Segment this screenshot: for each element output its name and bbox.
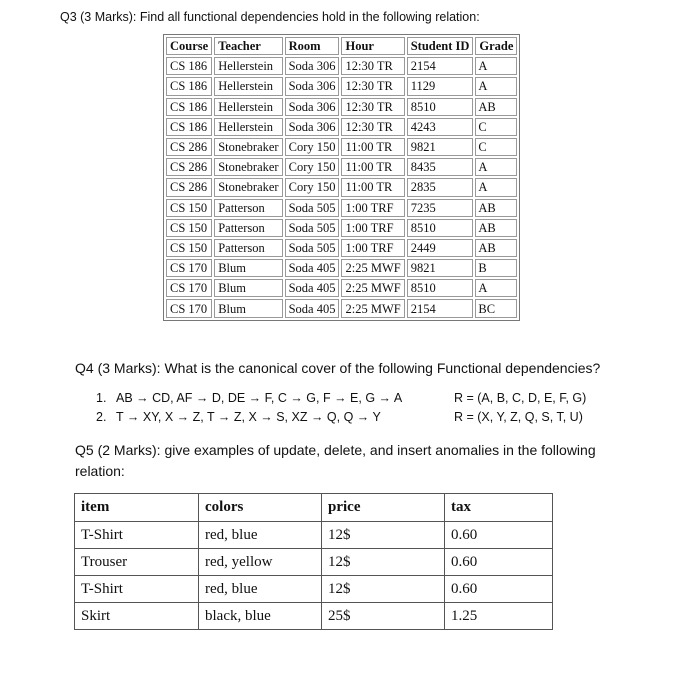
- table-header-row: [166, 37, 517, 55]
- table-cell: Soda 505: [285, 219, 340, 237]
- table-cell: AB: [475, 219, 517, 237]
- table-cell: AB: [475, 239, 517, 257]
- table-cell: CS 150: [166, 239, 212, 257]
- table-cell: 8510: [407, 219, 474, 237]
- table-cell: 11:00 TR: [341, 158, 404, 176]
- table-row: [166, 219, 517, 237]
- fd-list-1: [96, 391, 402, 405]
- table-cell: 12:30 TR: [341, 77, 404, 95]
- table-row: [166, 259, 517, 277]
- table-cell: CS 186: [166, 77, 212, 95]
- q5-title: Q5 (2 Marks): give examples of update, delete, and insert anomalies in the following: [75, 442, 596, 458]
- list-number: 2.: [96, 410, 107, 424]
- table-cell: 12:30 TR: [341, 98, 404, 116]
- table-cell: 25$: [322, 603, 445, 630]
- table-cell: Cory 150: [285, 138, 340, 156]
- table-row: [166, 57, 517, 75]
- table-cell: Soda 505: [285, 199, 340, 217]
- table-cell: Patterson: [214, 219, 282, 237]
- table-cell: 2449: [407, 239, 474, 257]
- fd-text: AB → CD, AF → D, DE → F, C → G, F → E, G → A: [116, 391, 403, 405]
- column-header: Grade: [475, 37, 517, 55]
- table-cell: 7235: [407, 199, 474, 217]
- table-cell: Skirt: [75, 603, 199, 630]
- table-row: [166, 299, 517, 317]
- table-cell: B: [475, 259, 517, 277]
- table-cell: Hellerstein: [214, 77, 282, 95]
- column-header: Teacher: [214, 37, 282, 55]
- table-cell: AB: [475, 199, 517, 217]
- table-cell: Hellerstein: [214, 98, 282, 116]
- table-cell: Hellerstein: [214, 118, 282, 136]
- table-cell: Patterson: [214, 239, 282, 257]
- table-cell: CS 186: [166, 118, 212, 136]
- table-cell: 8510: [407, 279, 474, 297]
- table-cell: 12:30 TR: [341, 57, 404, 75]
- column-header: tax: [445, 494, 553, 522]
- table-cell: red, blue: [199, 522, 322, 549]
- relation-schema-2: R = (X, Y, Z, Q, S, T, U): [454, 410, 583, 424]
- table-cell: Soda 306: [285, 77, 340, 95]
- table-cell: 9821: [407, 259, 474, 277]
- table-cell: Soda 405: [285, 299, 340, 317]
- table-cell: 2154: [407, 57, 474, 75]
- table-cell: 1:00 TRF: [341, 239, 404, 257]
- table-cell: A: [475, 279, 517, 297]
- table-cell: 1:00 TRF: [341, 199, 404, 217]
- column-header: Room: [285, 37, 340, 55]
- table-cell: Stonebraker: [214, 178, 282, 196]
- table-row: [166, 178, 517, 196]
- table-cell: A: [475, 158, 517, 176]
- table-cell: CS 286: [166, 138, 212, 156]
- table-cell: Blum: [214, 259, 282, 277]
- table-row: [75, 549, 553, 576]
- table-cell: CS 170: [166, 259, 212, 277]
- q4-title: Q4 (3 Marks): What is the canonical cover of the following Functional dependencies?: [75, 360, 601, 376]
- column-header: Hour: [341, 37, 404, 55]
- table-cell: BC: [475, 299, 517, 317]
- table-cell: A: [475, 178, 517, 196]
- column-header: price: [322, 494, 445, 522]
- table-cell: Blum: [214, 299, 282, 317]
- table-cell: CS 150: [166, 199, 212, 217]
- column-header: item: [75, 494, 199, 522]
- table-cell: 2835: [407, 178, 474, 196]
- relation-schema-1: R = (A, B, C, D, E, F, G): [454, 391, 587, 405]
- table-cell: C: [475, 118, 517, 136]
- table-row: [75, 603, 553, 630]
- table-row: [75, 522, 553, 549]
- table-cell: Cory 150: [285, 158, 340, 176]
- table-cell: A: [475, 57, 517, 75]
- table-cell: 0.60: [445, 522, 553, 549]
- table-cell: 8510: [407, 98, 474, 116]
- fd-text: T → XY, X → Z, T → Z, X → S, XZ → Q, Q → Y: [116, 410, 381, 424]
- table-row: [166, 199, 517, 217]
- table-cell: Stonebraker: [214, 158, 282, 176]
- table-cell: 0.60: [445, 549, 553, 576]
- list-number: 1.: [96, 391, 107, 405]
- table-cell: Soda 405: [285, 259, 340, 277]
- table-cell: CS 286: [166, 178, 212, 196]
- table-cell: 1:00 TRF: [341, 219, 404, 237]
- table-cell: 0.60: [445, 576, 553, 603]
- table-cell: Soda 505: [285, 239, 340, 257]
- q5-title-continued: relation:: [75, 463, 125, 479]
- table-cell: 12$: [322, 522, 445, 549]
- table-cell: Soda 405: [285, 279, 340, 297]
- table-cell: 12$: [322, 576, 445, 603]
- table-cell: T-Shirt: [75, 576, 199, 603]
- table-cell: 2:25 MWF: [341, 299, 404, 317]
- table-cell: Cory 150: [285, 178, 340, 196]
- table-cell: black, blue: [199, 603, 322, 630]
- table-cell: CS 170: [166, 279, 212, 297]
- table-header-row: [75, 494, 553, 522]
- table-cell: red, blue: [199, 576, 322, 603]
- table-cell: Hellerstein: [214, 57, 282, 75]
- table-cell: T-Shirt: [75, 522, 199, 549]
- table-cell: CS 150: [166, 219, 212, 237]
- table-cell: CS 286: [166, 158, 212, 176]
- table-cell: red, yellow: [199, 549, 322, 576]
- table-row: [166, 239, 517, 257]
- table-cell: Trouser: [75, 549, 199, 576]
- table-cell: 2:25 MWF: [341, 279, 404, 297]
- table-row: [166, 98, 517, 116]
- table-cell: Soda 306: [285, 118, 340, 136]
- table-row: [166, 158, 517, 176]
- table-cell: 2:25 MWF: [341, 259, 404, 277]
- table-cell: 8435: [407, 158, 474, 176]
- table-cell: Soda 306: [285, 98, 340, 116]
- q5-relation-table: [74, 493, 553, 630]
- table-cell: Patterson: [214, 199, 282, 217]
- table-cell: 11:00 TR: [341, 178, 404, 196]
- column-header: Student ID: [407, 37, 474, 55]
- table-cell: CS 186: [166, 57, 212, 75]
- table-cell: AB: [475, 98, 517, 116]
- table-cell: Stonebraker: [214, 138, 282, 156]
- table-row: [166, 118, 517, 136]
- table-cell: 2154: [407, 299, 474, 317]
- table-cell: 9821: [407, 138, 474, 156]
- table-cell: CS 170: [166, 299, 212, 317]
- table-cell: Soda 306: [285, 57, 340, 75]
- table-row: [75, 576, 553, 603]
- fd-list-2: [96, 410, 381, 424]
- table-cell: A: [475, 77, 517, 95]
- table-row: [166, 77, 517, 95]
- column-header: colors: [199, 494, 322, 522]
- table-cell: 4243: [407, 118, 474, 136]
- table-cell: 1129: [407, 77, 474, 95]
- table-cell: 12:30 TR: [341, 118, 404, 136]
- table-cell: Blum: [214, 279, 282, 297]
- table-cell: 12$: [322, 549, 445, 576]
- q3-title: Q3 (3 Marks): Find all functional dependencies hold in the following relation:: [60, 10, 480, 24]
- table-cell: 1.25: [445, 603, 553, 630]
- table-row: [166, 138, 517, 156]
- q3-relation-table: [163, 34, 520, 321]
- table-cell: 11:00 TR: [341, 138, 404, 156]
- table-cell: CS 186: [166, 98, 212, 116]
- column-header: Course: [166, 37, 212, 55]
- table-row: [166, 279, 517, 297]
- table-cell: C: [475, 138, 517, 156]
